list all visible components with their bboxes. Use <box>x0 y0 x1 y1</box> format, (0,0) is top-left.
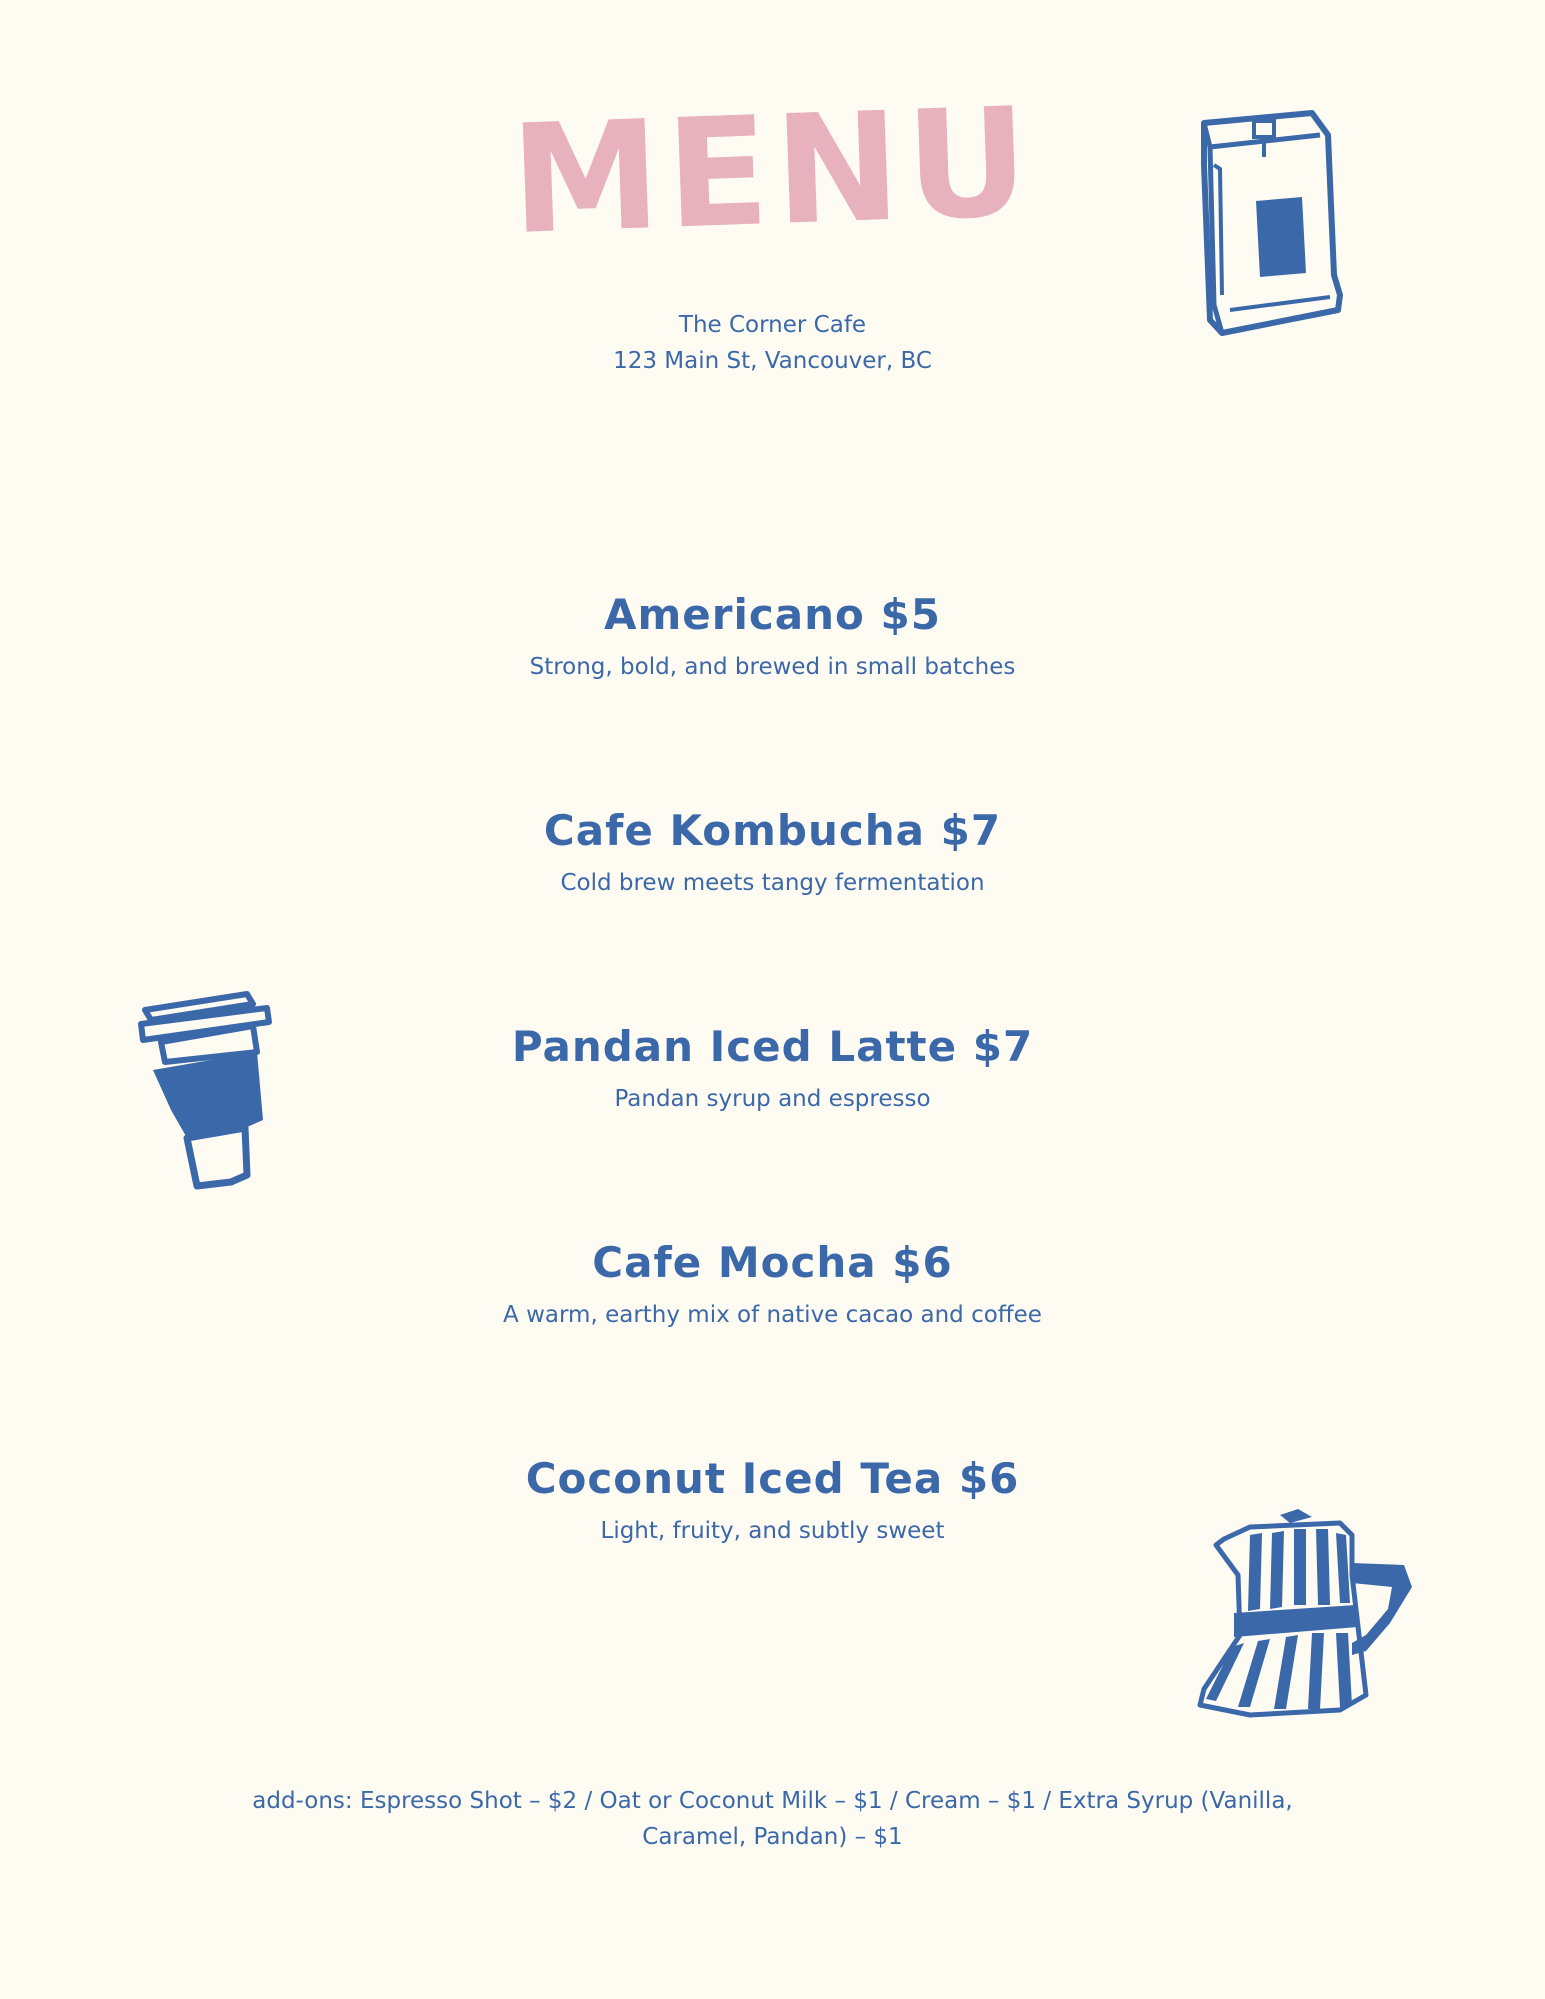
item-name: Pandan Iced Latte $7 <box>511 1022 1034 1071</box>
item-name: Americano $5 <box>604 590 941 639</box>
addons-note <box>220 1783 1325 1855</box>
cafe-name: The Corner Cafe <box>678 312 867 338</box>
addons-line-2: Caramel, Pandan) – $1 <box>642 1824 903 1850</box>
menu-item-americano <box>0 585 1545 685</box>
item-description: Strong, bold, and brewed in small batches <box>529 654 1016 680</box>
menu-item-pandan-iced-latte <box>0 1017 1545 1117</box>
menu-item-cafe-kombucha <box>0 801 1545 901</box>
item-name: Cafe Kombucha $7 <box>543 806 1002 855</box>
addons-line-1: add-ons: Espresso Shot – $2 / Oat or Coconut Milk – $1 / Cream – $1 / Extra Syrup (Vanilla, <box>252 1788 1293 1814</box>
coffee-bag-icon <box>1190 105 1360 345</box>
item-name: Coconut Iced Tea $6 <box>525 1454 1020 1503</box>
menu-item-cafe-mocha <box>0 1233 1545 1333</box>
moka-pot-icon <box>1190 1505 1430 1755</box>
page-title: MENU <box>508 75 1037 269</box>
item-description: Cold brew meets tangy fermentation <box>560 870 985 896</box>
item-description: Light, fruity, and subtly sweet <box>600 1518 945 1544</box>
item-name: Cafe Mocha $6 <box>592 1238 953 1287</box>
cafe-address: 123 Main St, Vancouver, BC <box>613 348 932 374</box>
item-description: A warm, earthy mix of native cacao and coffee <box>503 1302 1042 1328</box>
item-description: Pandan syrup and espresso <box>614 1086 931 1112</box>
